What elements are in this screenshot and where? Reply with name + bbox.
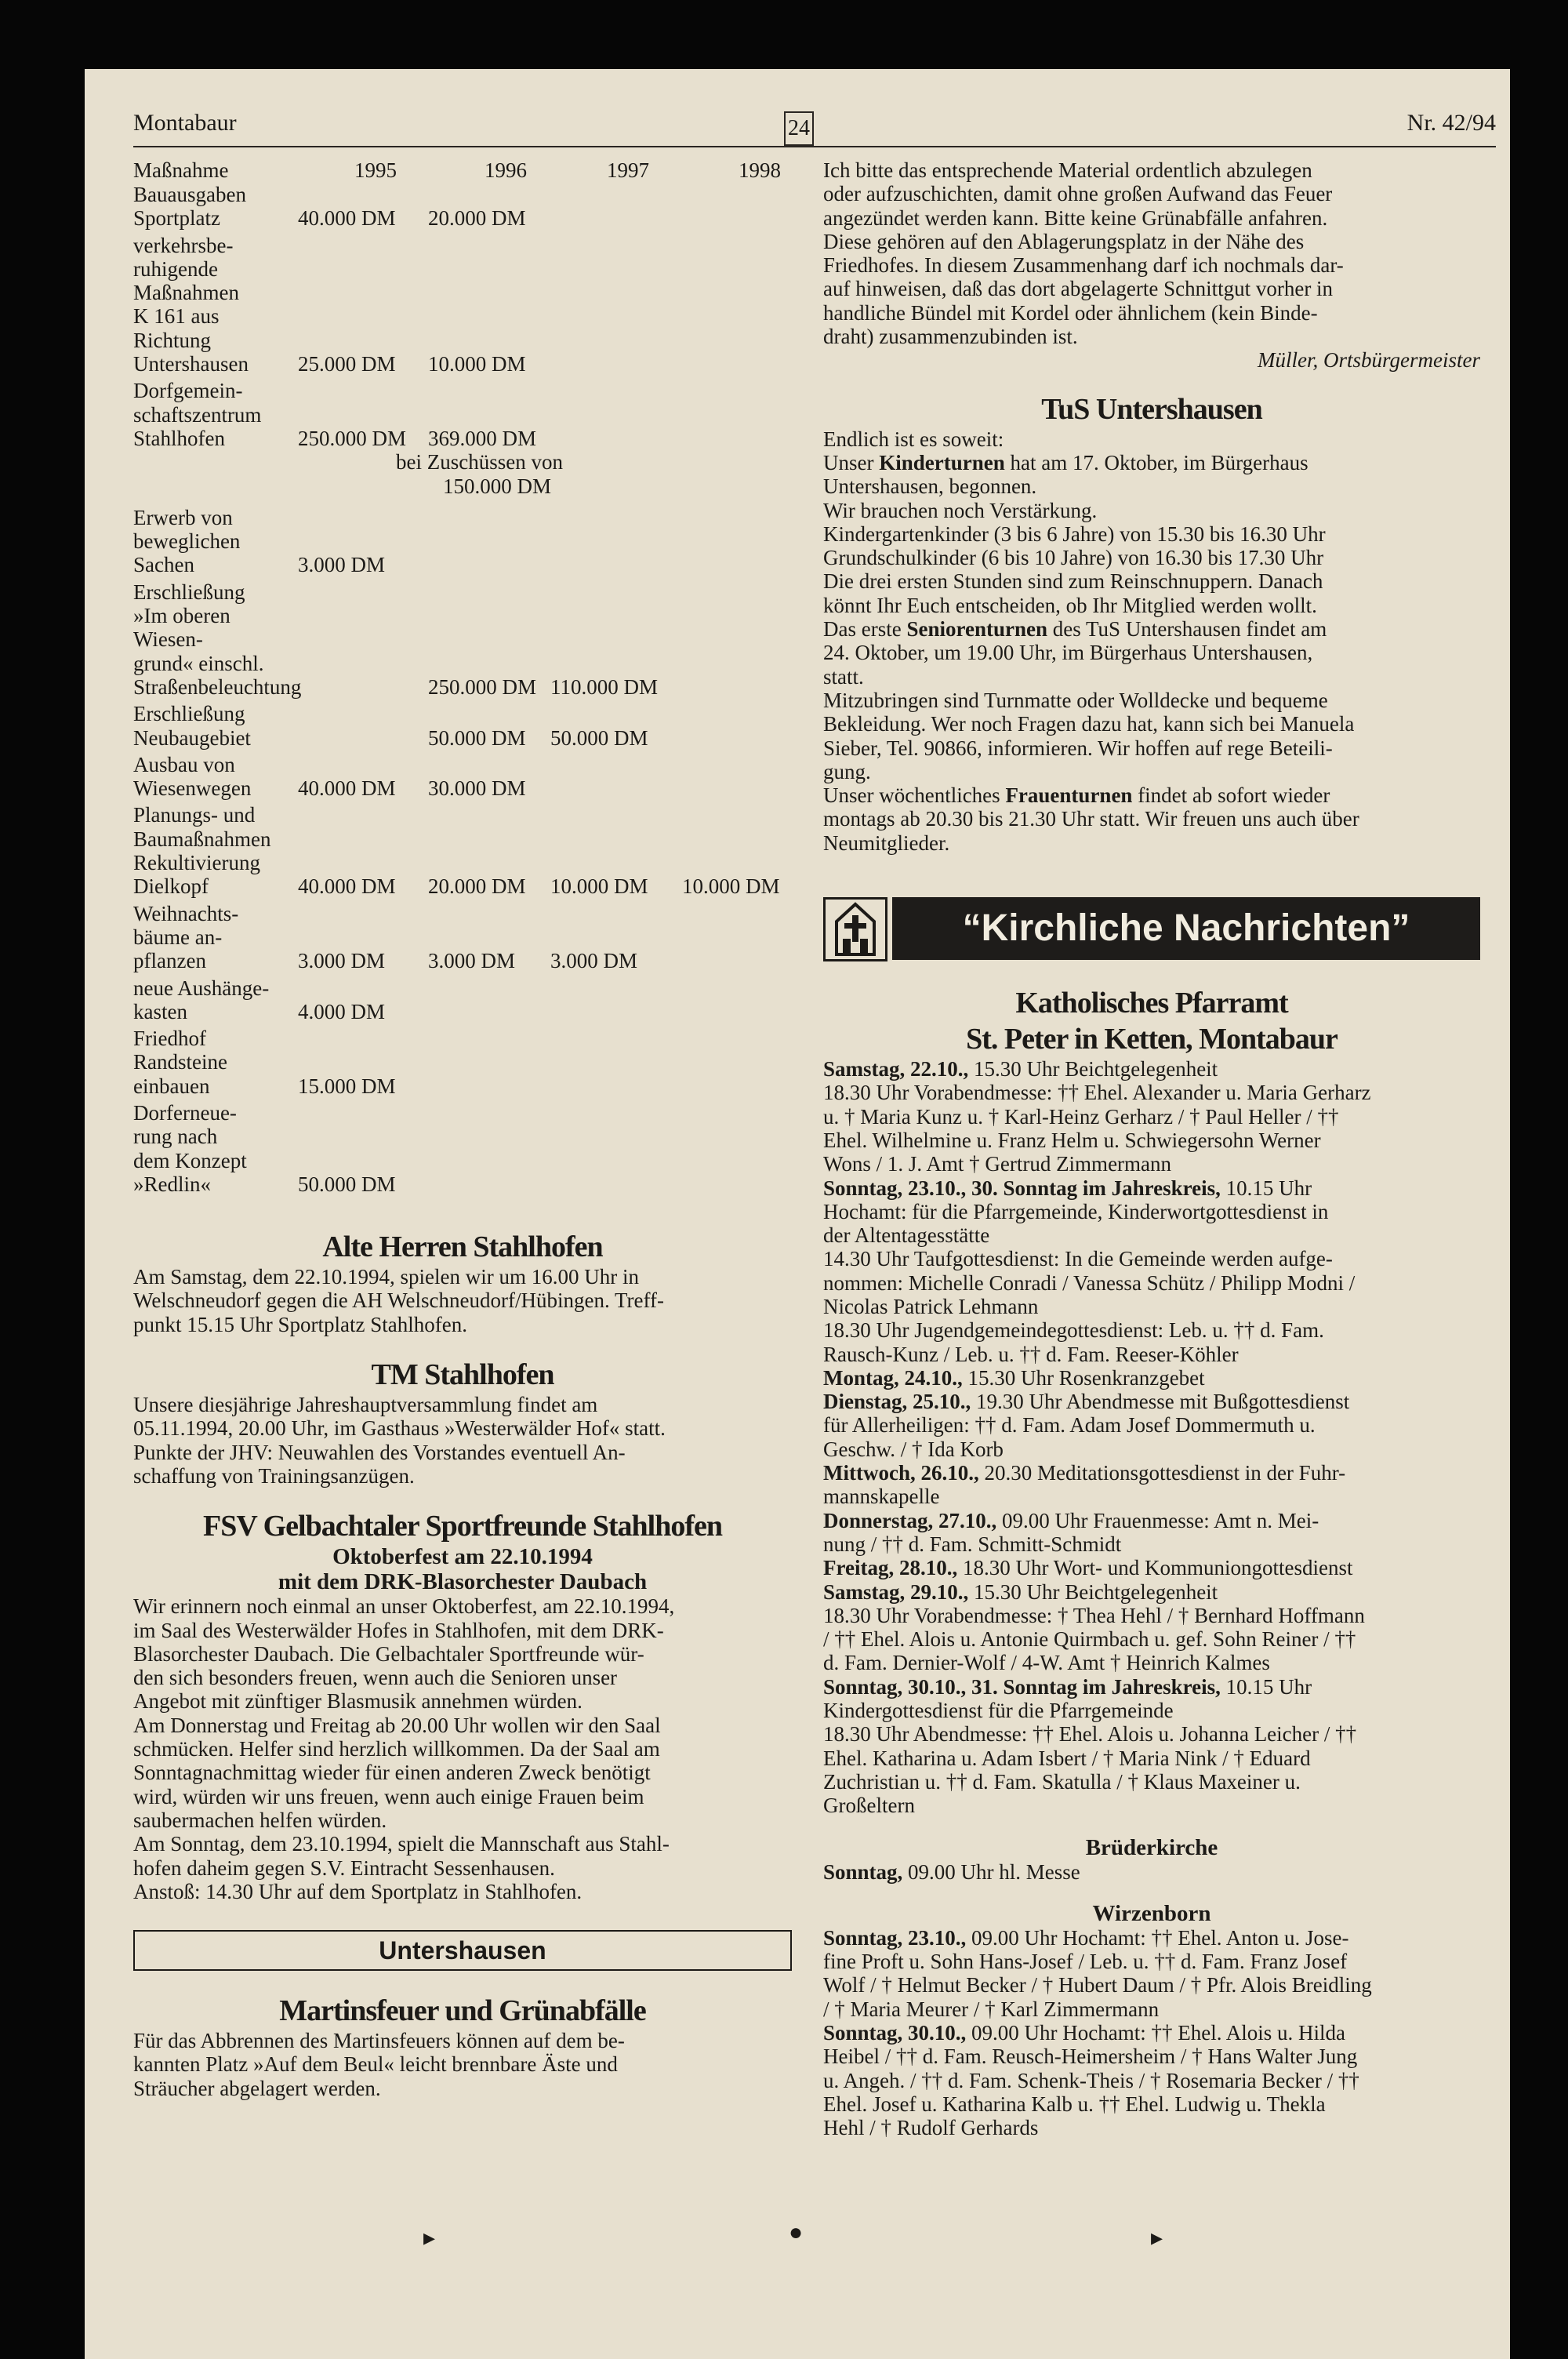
- signature: Müller, Ortsbürgermeister: [1258, 348, 1480, 373]
- table-row-label: Weihnachts- bäume an- pflanzen: [133, 901, 239, 973]
- table-header-1995: 1995: [354, 158, 397, 182]
- table-cell-value: 50.000 DM: [428, 725, 526, 750]
- martinsfeuer-continued-text: Ich bitte das entsprechende Material ordentlich abzulegen oder aufzuschichten, damit ohne großen Aufwand das Feuer angezündet werden kann. Bitte keine Grünabfälle anfahren. Diese gehören auf den Ablagerungsplatz in der Nähe des Friedhofes. In diesem Zusammenhang darf ich nochmals dar- auf hinweisen, daß das dort abgelagerte Schnittgut vorher in handliche Bündel mit Kordel oder ähnlichem (kein Binde- draht) zusammenzubinden ist.: [823, 158, 1344, 349]
- table-row-label: verkehrsbe- ruhigende Maßnahmen K 161 aus Richtung Untershausen: [133, 233, 249, 376]
- issue-number: Nr. 42/94: [1406, 110, 1496, 136]
- schedule-line: Sonntag, 30.10., 09.00 Uhr Hochamt: †† Ehel. Alois u. Hilda: [823, 2021, 1345, 2045]
- fsv-title: FSV Gelbachtaler Sportfreunde Stahlhofen: [203, 1510, 722, 1543]
- schedule-line: mannskapelle: [823, 1485, 940, 1509]
- header-rule: [133, 146, 1496, 147]
- table-row: [133, 580, 792, 699]
- table-row-label: Dorferneue- rung nach dem Konzept »Redlin«: [133, 1100, 247, 1196]
- table-cell-value: 3.000 DM: [550, 949, 638, 973]
- schedule-line: der Altentagesstätte: [823, 1223, 990, 1248]
- schedule-line: Kindergottesdienst für die Pfarrgemeinde: [823, 1699, 1174, 1723]
- table-row: [133, 753, 792, 801]
- section-box-untershausen: Untershausen: [133, 1930, 792, 1971]
- kirchliche-nachrichten-title: “Kirchliche Nachrichten”: [892, 897, 1480, 960]
- table-cell-value: 10.000 DM: [682, 874, 780, 899]
- kirchliche-nachrichten-banner: [823, 894, 1480, 963]
- schedule-line: Hochamt: für die Pfarrgemeinde, Kinderwortgottesdienst in: [823, 1199, 1329, 1223]
- table-cell-value: 3.000 DM: [428, 949, 516, 973]
- schedule-line: Sonntag, 23.10., 30. Sonntag im Jahreskreis, 10.15 Uhr: [823, 1176, 1312, 1200]
- table-cell-value: 4.000 DM: [298, 999, 386, 1023]
- table-row-label: Planungs- und Baumaßnahmen Rekultivierung Dielkopf: [133, 803, 271, 899]
- table-row: [133, 183, 792, 231]
- schedule-line: Dienstag, 25.10., 19.30 Uhr Abendmesse mit Bußgottesdienst: [823, 1390, 1350, 1414]
- schedule-line: d. Fam. Dernier-Wolf / 4-W. Amt † Heinrich Kalmes: [823, 1651, 1270, 1675]
- schedule-line: fine Proft u. Sohn Hans-Josef / Leb. u. †† d. Fam. Franz Josef: [823, 1950, 1348, 1974]
- fsv-subtitle-2: mit dem DRK-Blasorchester Daubach: [278, 1569, 648, 1595]
- martinsfeuer-text: Für das Abbrennen des Martinsfeuers können auf dem be- kannten Platz »Auf dem Beul« leicht brennbare Äste und Sträucher abgelagert werden.: [133, 2029, 625, 2100]
- table-row: [133, 379, 792, 450]
- schedule-line: Ehel. Katharina u. Adam Isbert / † Maria Nink / † Eduard: [823, 1746, 1311, 1770]
- page-number: 24: [784, 111, 814, 146]
- schedule-line: Nicolas Patrick Lehmann: [823, 1294, 1039, 1318]
- pfarramt-title-2: St. Peter in Ketten, Montabaur: [966, 1023, 1338, 1056]
- table-row: [133, 902, 792, 973]
- table-cell-value: 20.000 DM: [428, 206, 526, 231]
- table-header-massnahme: Maßnahme: [133, 158, 229, 182]
- budget-table: [133, 158, 792, 1199]
- schedule-line: Donnerstag, 27.10., 09.00 Uhr Frauenmesse: Amt n. Mei-: [823, 1508, 1319, 1532]
- pfarramt-title-1: Katholisches Pfarramt: [1015, 987, 1288, 1020]
- header-location: Montabaur: [133, 110, 237, 136]
- schedule-line: Heibel / †† d. Fam. Reusch-Heimersheim / † Hans Walter Jung: [823, 2045, 1358, 2069]
- table-row-label: Friedhof Randsteine einbauen: [133, 1027, 227, 1098]
- schedule-line: Rausch-Kunz / Leb. u. †† d. Fam. Reeser-Köhler: [823, 1342, 1239, 1366]
- pfarramt-schedule: [823, 1057, 1480, 1818]
- schedule-line: / † Maria Meurer / † Karl Zimmermann: [823, 1997, 1160, 2021]
- schedule-line: Samstag, 29.10., 15.30 Uhr Beichtgelegenheit: [823, 1579, 1218, 1604]
- table-cell-value: 110.000 DM: [550, 674, 659, 699]
- table-cell-value: 40.000 DM: [298, 874, 396, 899]
- schedule-line: Sonntag, 23.10., 09.00 Uhr Hochamt: †† Ehel. Anton u. Jose-: [823, 1925, 1349, 1950]
- tus-text: Endlich ist es soweit: Unser Kinderturnen hat am 17. Oktober, im Bürgerhaus Untershausen, begonnen. Wir brauchen noch Verstärkung. Kindergartenkinder (3 bis 6 Jahre) von 15.30 bis 16.30 Uhr Grundschulkinder (6 bis 10 Jahre) von 16.30 bis 17.30 Uhr Die drei ersten Stunden sind zum Reinschnuppern. Danach könnt Ihr Euch entscheiden, ob Ihr Mitglied werden wollt. Das erste Seniorenturnen des TuS Untershausen findet am 24. Oktober, um 19.00 Uhr, im Bürgerhaus Untershausen, statt. Mitzubringen sind Turnmatte oder Wolldecke und bequeme Bekleidung. Wer noch Fragen dazu hat, kann sich bei Manuela Sieber, Tel. 90866, informieren. Wir hoffen auf rege Beteili- gung. Unser wöchentliches Frauenturnen findet ab sofort wieder montags ab 20.30 bis 21.30 Uhr statt. Wir freuen uns auch über Neumitglieder.: [823, 427, 1359, 855]
- schedule-line: Ehel. Josef u. Katharina Kalb u. †† Ehel. Ludwig u. Thekla: [823, 2092, 1326, 2116]
- schedule-line: Hehl / † Rudolf Gerhards: [823, 2116, 1039, 2140]
- table-cell-value: 250.000 DM: [298, 426, 407, 450]
- table-cell-value: 40.000 DM: [298, 206, 396, 231]
- schedule-line: Freitag, 28.10., 18.30 Uhr Wort- und Kommuniongottesdienst: [823, 1556, 1353, 1580]
- table-cell-value: 10.000 DM: [550, 874, 648, 899]
- table-row: [133, 702, 792, 750]
- schedule-line: Sonntag, 30.10., 31. Sonntag im Jahreskreis, 10.15 Uhr: [823, 1674, 1312, 1699]
- schedule-line: Geschw. / † Ida Korb: [823, 1437, 1004, 1461]
- table-cell-value: 25.000 DM: [298, 352, 396, 376]
- table-row: [133, 976, 792, 1024]
- left-column: [133, 158, 792, 2100]
- wirzenborn-title: Wirzenborn: [1092, 1900, 1211, 1926]
- schedule-line: 18.30 Uhr Vorabendmesse: †† Ehel. Alexander u. Maria Gerharz: [823, 1081, 1371, 1105]
- table-cell-value: 40.000 DM: [298, 776, 396, 801]
- schedule-line: Mittwoch, 26.10., 20.30 Meditationsgottesdienst in der Fuhr-: [823, 1461, 1346, 1485]
- alte-herren-title: Alte Herren Stahlhofen: [322, 1230, 603, 1264]
- schedule-line: Wolf / † Helmut Becker / † Hubert Daum / † Pfr. Alois Breidling: [823, 1973, 1372, 1997]
- schedule-line: 18.30 Uhr Jugendgemeindegottesdienst: Leb. u. †† d. Fam.: [823, 1318, 1324, 1343]
- table-cell-value: 369.000 DM: [428, 426, 537, 450]
- schedule-line: / †† Ehel. Alois u. Antonie Quirmbach u. gef. Sohn Reiner / ††: [823, 1627, 1356, 1652]
- schedule-line: 14.30 Uhr Taufgottesdienst: In die Gemeinde werden aufge-: [823, 1247, 1333, 1271]
- schedule-line: u. Angeh. / †† d. Fam. Schenk-Theis / † Rosemaria Becker / ††: [823, 2068, 1359, 2092]
- table-cell-value: 10.000 DM: [428, 352, 526, 376]
- table-cell-value: 15.000 DM: [298, 1074, 396, 1098]
- schedule-line: 18.30 Uhr Abendmesse: †† Ehel. Alois u. Johanna Leicher / ††: [823, 1722, 1357, 1747]
- table-cell-value: 50.000 DM: [298, 1172, 396, 1196]
- church-icon: [823, 897, 887, 961]
- table-row-label: neue Aushänge- kasten: [133, 976, 270, 1023]
- wirzenborn-schedule: [823, 1926, 1480, 2140]
- fsv-text: Wir erinnern noch einmal an unser Oktoberfest, am 22.10.1994, im Saal des Westerwälder Hofes in Stahlhofen, mit dem DRK- Blasorchester Daubach. Die Gelbachtaler Sportfreunde wür- den sich besonders freuen, wenn auch die Senioren unser Angebot mit zünftiger Blasmusik annehmen würden. Am Donnerstag und Freitag ab 20.00 Uhr wollen wir den Saal schmücken. Helfer sind herzlich willkommen. Da der Saal am Sonntagnachmittag wieder für einen anderen Zweck benötigt wird, würden wir uns freuen, wenn auch einige Frauen beim saubermachen helfen würden. Am Sonntag, dem 23.10.1994, spielt die Mannschaft aus Stahl- hofen daheim gegen S.V. Eintracht Sessenhausen. Anstoß: 14.30 Uhr auf dem Sportplatz in Stahlhofen.: [133, 1594, 675, 1903]
- table-cell-value: 3.000 DM: [298, 949, 386, 973]
- schedule-line: 18.30 Uhr Vorabendmesse: † Thea Hehl / † Bernhard Hoffmann: [823, 1603, 1365, 1627]
- tm-title: TM Stahlhofen: [371, 1358, 554, 1392]
- schedule-line: Großeltern: [823, 1794, 915, 1818]
- table-row: [133, 1027, 792, 1098]
- martinsfeuer-title: Martinsfeuer und Grünabfälle: [279, 1994, 646, 2028]
- table-row: [133, 506, 792, 577]
- schedule-line: nommen: Michelle Conradi / Vanessa Schütz / Philipp Modni /: [823, 1270, 1356, 1295]
- schedule-line: Samstag, 22.10., 15.30 Uhr Beichtgelegenheit: [823, 1057, 1218, 1081]
- table-header: [133, 158, 792, 183]
- table-row-label: Ausbau von Wiesenwegen: [133, 752, 252, 801]
- brueder-title: Brüderkirche: [1085, 1834, 1218, 1860]
- table-header-1998: 1998: [739, 158, 781, 182]
- schedule-line: Zuchristian u. †† d. Fam. Skatulla / † Klaus Maxeiner u.: [823, 1769, 1301, 1794]
- brueder-line: Sonntag, 09.00 Uhr hl. Messe: [823, 1859, 1080, 1884]
- table-row: [133, 803, 792, 898]
- table-header-1997: 1997: [607, 158, 649, 182]
- table-cell-value: 250.000 DM: [428, 674, 537, 699]
- scan-mark-icon: ▸: [423, 2225, 436, 2251]
- alte-herren-text: Am Samstag, dem 22.10.1994, spielen wir um 16.00 Uhr in Welschneudorf gegen die AH Welschneudorf/Hübingen. Treff- punkt 15.15 Uhr Sportplatz Stahlhofen.: [133, 1265, 665, 1336]
- schedule-line: u. † Maria Kunz u. † Karl-Heinz Gerharz / † Paul Heller / ††: [823, 1104, 1339, 1129]
- tus-title: TuS Untershausen: [1041, 392, 1262, 426]
- table-cell-value: 3.000 DM: [298, 553, 386, 577]
- schedule-line: Ehel. Wilhelmine u. Franz Helm u. Schwiegersohn Werner: [823, 1128, 1321, 1152]
- table-row: [133, 234, 792, 376]
- scan-mark-icon: ●: [789, 2219, 804, 2245]
- table-note-zuschuss: bei Zuschüssen von 150.000 DM: [396, 450, 563, 498]
- table-cell-value: 50.000 DM: [550, 725, 648, 750]
- fsv-subtitle-1: Oktoberfest am 22.10.1994: [332, 1544, 593, 1570]
- table-cell-value: 30.000 DM: [428, 776, 526, 801]
- schedule-line: Wons / 1. J. Amt † Gertrud Zimmermann: [823, 1152, 1172, 1176]
- table-row-label: Bauausgaben Sportplatz: [133, 183, 246, 231]
- table-cell-value: 20.000 DM: [428, 874, 526, 899]
- table-row-label: Erschließung »Im oberen Wiesen- grund« einschl. Straßenbeleuchtung: [133, 580, 302, 699]
- tm-text: Unsere diesjährige Jahreshauptversammlung findet am 05.11.1994, 20.00 Uhr, im Gasthaus »Westerwälder Hof« statt. Punkte der JHV: Neuwahlen des Vorstandes eventuell An- schaffung von Trainingsanzügen.: [133, 1393, 666, 1488]
- schedule-line: für Allerheiligen: †† d. Fam. Adam Josef Dommermuth u.: [823, 1413, 1316, 1438]
- scan-mark-icon: ▸: [1151, 2225, 1163, 2251]
- table-header-1996: 1996: [485, 158, 527, 182]
- schedule-line: nung / †† d. Fam. Schmitt-Schmidt: [823, 1532, 1122, 1556]
- schedule-line: Montag, 24.10., 15.30 Uhr Rosenkranzgebet: [823, 1365, 1205, 1390]
- table-row-label: Erschließung Neubaugebiet: [133, 702, 251, 750]
- right-column: [823, 158, 1480, 2139]
- table-row-label: Erwerb von beweglichen Sachen: [133, 505, 241, 577]
- table-row: [133, 1101, 792, 1196]
- table-row-label: Dorfgemein- schaftszentrum Stahlhofen: [133, 379, 262, 450]
